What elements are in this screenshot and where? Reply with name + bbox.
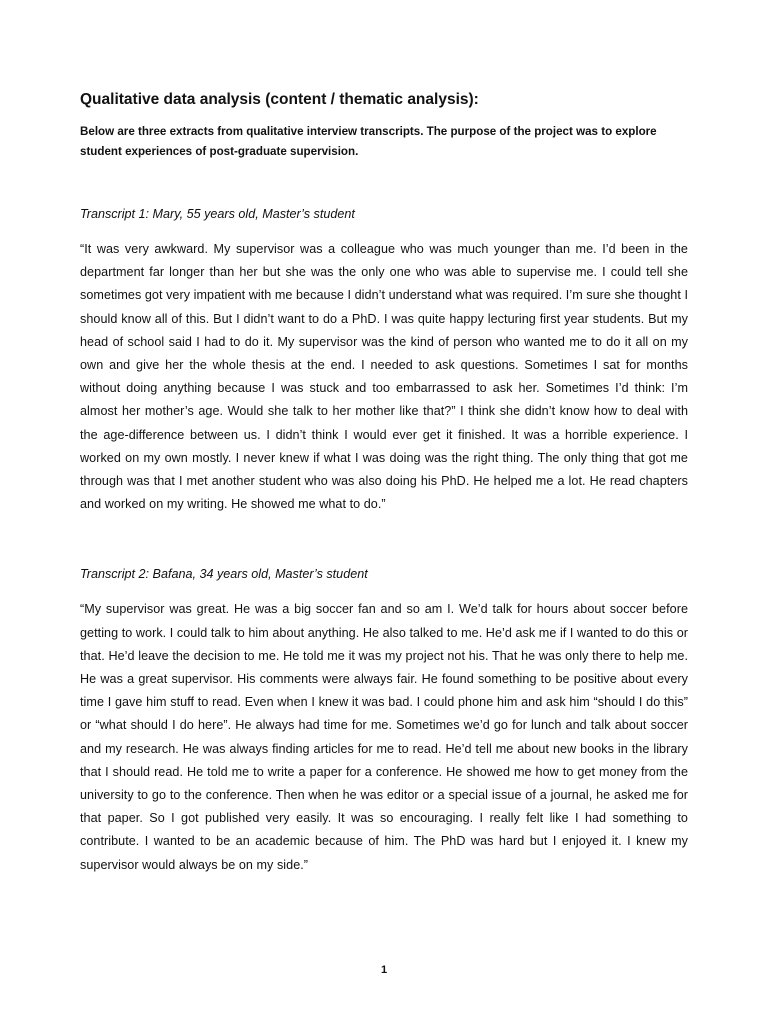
- transcript-2-heading: Transcript 2: Bafana, 34 years old, Master’s student: [80, 567, 368, 582]
- page-content: [80, 90, 688, 877]
- intro-paragraph: Below are three extracts from qualitative interview transcripts. The purpose of the project was to explore student experiences of post-graduate supervision.: [80, 125, 657, 158]
- page-number: 1: [380, 964, 388, 976]
- transcript-section: [80, 564, 688, 876]
- document-title: Qualitative data analysis (content / thematic analysis):: [80, 91, 479, 108]
- transcript-1-heading: Transcript 1: Mary, 55 years old, Master’s student: [80, 207, 355, 221]
- transcript-2-body: “My supervisor was great. He was a big soccer fan and so am I. We’d talk for hours about soccer before getting to work. I could talk to him about anything. He also talked to me. He’d ask me if I wanted to do this or that. He’d leave the decision to me. He told me it was my project not his. That he was only there to help me. He was a great supervisor. His comments were always fair. He found something to be positive about every time I gave him stuff to read. Even when I knew it was bad. I could phone him and ask him “should I do this” or “what should I do here”. He always had time for me. Sometimes we’d go for lunch and talk about soccer and my research. He was always finding articles for me to read. He’d tell me about new books in the library that I should read. He told me to write a paper for a conference. He showed me how to get money from the university to go to the conference. Then when he was editor or a special issue of a journal, he asked me for that paper. So I got published very easily. It was so encouraging. I really felt like I had something to contribute. I wanted to be an academic because of him. The PhD was hard but I enjoyed it. I knew my supervisor would always be on my side.”: [80, 602, 688, 872]
- transcript-section: [80, 204, 688, 516]
- transcript-1-body: “It was very awkward. My supervisor was a colleague who was much younger than me. I’d been in the department far longer than her but she was the only one who was able to supervise me. I could tell she sometimes got very impatient with me because I didn’t understand what was required. I’m sure she thought I should know all of this. But I didn’t want to do a PhD. I was quite happy lecturing first year students. But my head of school said I had to do it. My supervisor was the kind of person who wanted me to do it all on my own and give her the whole thesis at the end. I needed to ask questions. Sometimes I sat for months without doing anything because I was stuck and too embarrassed to ask her. Sometimes I’d think: I’m almost her mother’s age. Would she talk to her mother like that?” I think she didn’t know how to deal with the age-difference between us. I didn’t think I would ever get it finished. It was a horrible experience. I worked on my own mostly. I never knew if what I was doing was the right thing. The only thing that got me through was that I met another student who was also doing his PhD. He helped me a lot. He read chapters and worked on my writing. He showed me what to do.”: [80, 242, 689, 512]
